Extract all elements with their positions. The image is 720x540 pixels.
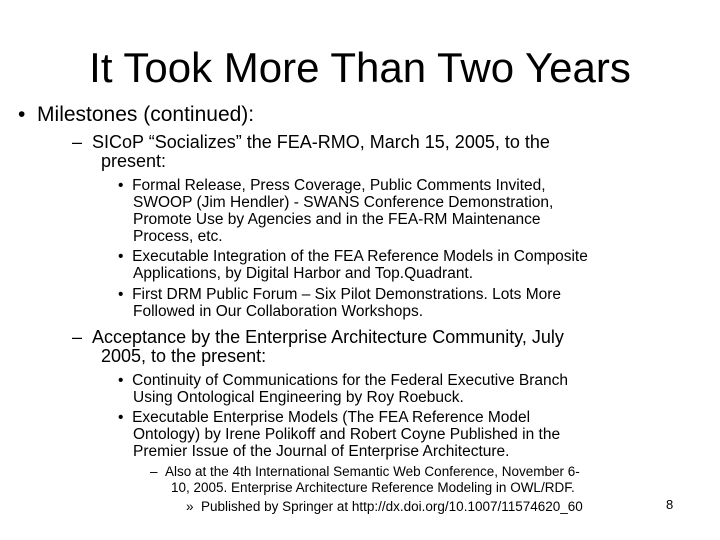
acceptance-bullet-1 (118, 372, 568, 390)
text-line: Premier Issue of the Journal of Enterprise Architecture. (133, 443, 510, 460)
dash-icon: – (150, 464, 158, 479)
slide-title: It Took More Than Two Years (89, 44, 631, 91)
bullet-icon: • (118, 286, 124, 303)
text-line: Also at the 4th International Semantic Web Conference, November 6- (165, 464, 580, 479)
text-line: Published by Springer at http://dx.doi.org/10.1007/11574620_60 (201, 499, 583, 514)
milestones-text: Milestones (continued): (37, 103, 255, 126)
sub-item-sicop (72, 132, 550, 152)
bullet-icon: • (118, 372, 124, 389)
chevron-icon: » (186, 499, 194, 514)
text-line: SWOOP (Jim Hendler) - SWANS Conference Demonstration, (133, 194, 554, 211)
text-line: Process, etc. (133, 228, 223, 245)
bullet-icon: • (18, 103, 26, 126)
sicop-bullet-1 (118, 177, 546, 195)
acceptance-line-1: Acceptance by the Enterprise Architecture Community, July (92, 327, 564, 347)
page-number: 8 (666, 497, 674, 512)
acceptance-line-2: 2005, to the present: (101, 346, 267, 366)
dash-icon: – (72, 132, 83, 152)
sub-item-acceptance (72, 327, 564, 347)
sicop-bullet-3 (118, 286, 561, 304)
acceptance-bullet-2 (118, 409, 530, 427)
milestones-bullet (18, 103, 254, 127)
text-line: Continuity of Communications for the Federal Executive Branch (132, 372, 568, 389)
text-line: Formal Release, Press Coverage, Public Comments Invited, (132, 177, 546, 194)
bullet-icon: • (118, 248, 124, 265)
text-line: Ontology) by Irene Polikoff and Robert Coyne Published in the (133, 426, 561, 443)
text-line: Executable Enterprise Models (The FEA Reference Model (132, 409, 531, 426)
bullet-icon: • (118, 177, 124, 194)
bullet-icon: • (118, 409, 124, 426)
sub-sub-item (186, 499, 583, 514)
text-line: Promote Use by Agencies and in the FEA-RM Maintenance (133, 211, 541, 228)
sicop-line-1: SICoP “Socializes” the FEA-RMO, March 15, 2005, to the (92, 132, 550, 152)
text-line: Using Ontological Engineering by Roy Roebuck. (133, 389, 464, 406)
dash-item (150, 464, 580, 479)
dash-icon: – (72, 327, 83, 347)
text-line: Followed in Our Collaboration Workshops. (133, 303, 424, 320)
text-line: First DRM Public Forum – Six Pilot Demonstrations. Lots More (132, 286, 562, 303)
text-line: 10, 2005. Enterprise Architecture Reference Modeling in OWL/RDF. (171, 480, 575, 495)
sicop-line-2: present: (101, 151, 167, 171)
text-line: Applications, by Digital Harbor and Top.Quadrant. (133, 265, 474, 282)
text-line: Executable Integration of the FEA Reference Models in Composite (132, 248, 588, 265)
sicop-bullet-2 (118, 248, 588, 266)
